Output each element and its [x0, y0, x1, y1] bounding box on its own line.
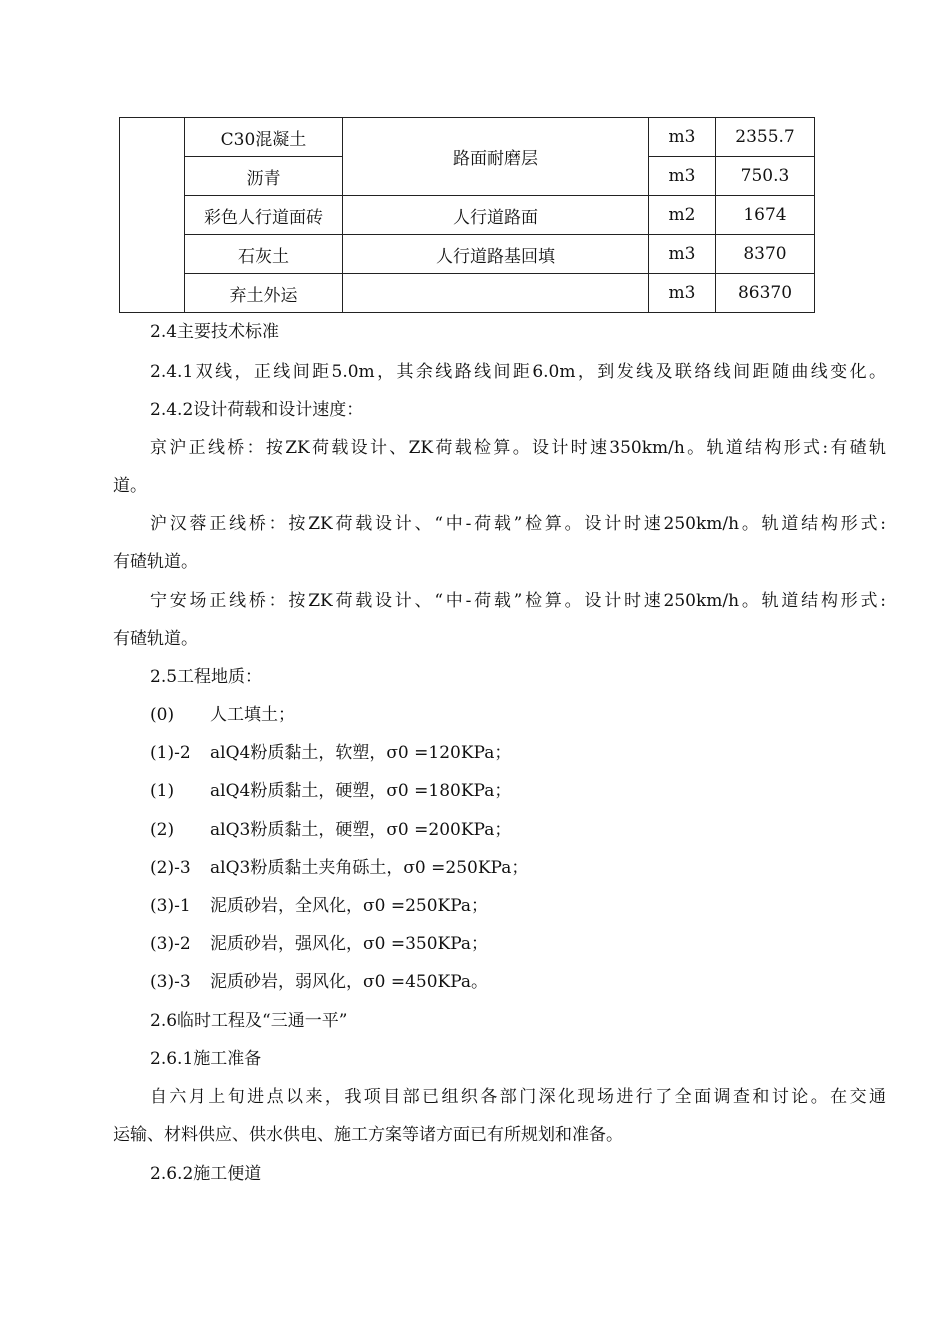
paragraph-preparation-line2: 运输、材料供应、供水供电、施工方案等诸方面已有所规划和准备。 — [113, 1125, 623, 1145]
geology-text: alQ3粉质黏土夹角砾土，σ0 =250KPa； — [210, 858, 529, 878]
geology-text: 泥质砂岩，强风化，σ0 =350KPa； — [210, 934, 489, 954]
table-row — [120, 118, 815, 157]
paragraph-preparation-line1: 自六月上旬进点以来，我项目部已组织各部门深化现场进行了全面调查和讨论。在交通 — [150, 1087, 886, 1107]
qty-cell: 750.3 — [716, 157, 815, 196]
geology-text: 泥质砂岩，全风化，σ0 =250KPa； — [210, 896, 489, 916]
qty-cell: 8370 — [716, 235, 815, 274]
bridge-jinghu-line1: 京沪正线桥：按ZK荷载设计、ZK荷载检算。设计时速350km/h。轨道结构形式:有碴轨 — [150, 438, 886, 458]
material-cell: C30混凝土 — [185, 118, 343, 157]
qty-cell: 2355.7 — [716, 118, 815, 157]
geology-text: alQ4粉质黏土，硬塑，σ0 =180KPa； — [210, 781, 512, 801]
geology-code: (2) — [150, 820, 175, 840]
bridge-ninganchang-line2: 有碴轨道。 — [113, 629, 198, 649]
section-heading-2-6: 2.6临时工程及“三通一平” — [150, 1011, 348, 1031]
geology-text: alQ4粉质黏土，软塑，σ0 =120KPa； — [210, 743, 512, 763]
use-cell: 人行道路基回填 — [343, 235, 649, 274]
unit-cell: m3 — [649, 235, 716, 274]
table-row — [120, 235, 815, 274]
geology-text: alQ3粉质黏土，硬塑，σ0 =200KPa； — [210, 820, 512, 840]
geology-item — [150, 856, 528, 880]
geology-code: (1)-2 — [150, 743, 191, 763]
table-row — [120, 196, 815, 235]
subheading-2-6-2: 2.6.2施工便道 — [150, 1164, 262, 1184]
use-cell: 路面耐磨层 — [343, 118, 649, 196]
geology-code: (1) — [150, 781, 175, 801]
unit-cell: m3 — [649, 157, 716, 196]
unit-cell: m3 — [649, 274, 716, 313]
qty-cell: 86370 — [716, 274, 815, 313]
geology-item — [150, 818, 511, 842]
geology-item — [150, 894, 488, 918]
geology-code: (0) — [150, 705, 175, 725]
material-cell: 石灰土 — [185, 235, 343, 274]
paragraph-2-4-2: 2.4.2设计荷载和设计速度： — [150, 400, 364, 420]
bridge-jinghu-line2: 道。 — [113, 476, 147, 496]
table-row — [120, 274, 815, 313]
material-cell: 弃土外运 — [185, 274, 343, 313]
geology-item — [150, 779, 511, 803]
paragraph-2-4-1: 2.4.1双线，正线间距5.0m，其余线路线间距6.0m，到发线及联络线间距随曲线变化。 — [150, 362, 886, 382]
material-quantity-table — [119, 117, 815, 313]
geology-item — [150, 970, 488, 994]
bridge-huhanrong-line1: 沪汉蓉正线桥：按ZK荷载设计、“中-荷载”检算。设计时速250km/h。轨道结构形式: — [150, 514, 886, 534]
geology-code: (3)-1 — [150, 896, 191, 916]
unit-cell: m3 — [649, 118, 716, 157]
geology-item — [150, 932, 488, 956]
material-cell: 沥青 — [185, 157, 343, 196]
geology-text: 人工填土； — [210, 705, 295, 725]
material-cell: 彩色人行道面砖 — [185, 196, 343, 235]
geology-text: 泥质砂岩，弱风化，σ0 =450KPa。 — [210, 972, 489, 992]
geology-code: (2)-3 — [150, 858, 191, 878]
geology-code: (3)-3 — [150, 972, 191, 992]
subheading-2-6-1: 2.6.1施工准备 — [150, 1049, 262, 1069]
qty-cell: 1674 — [716, 196, 815, 235]
use-cell: 人行道路面 — [343, 196, 649, 235]
geology-item — [150, 741, 511, 765]
category-cell — [120, 118, 185, 313]
section-heading-2-5: 2.5工程地质： — [150, 667, 263, 687]
section-heading-2-4: 2.4主要技术标准 — [150, 322, 280, 342]
use-cell — [343, 274, 649, 313]
geology-code: (3)-2 — [150, 934, 191, 954]
bridge-huhanrong-line2: 有碴轨道。 — [113, 552, 198, 572]
geology-item — [150, 703, 295, 727]
bridge-ninganchang-line1: 宁安场正线桥：按ZK荷载设计、“中-荷载”检算。设计时速250km/h。轨道结构形式: — [150, 591, 886, 611]
unit-cell: m2 — [649, 196, 716, 235]
